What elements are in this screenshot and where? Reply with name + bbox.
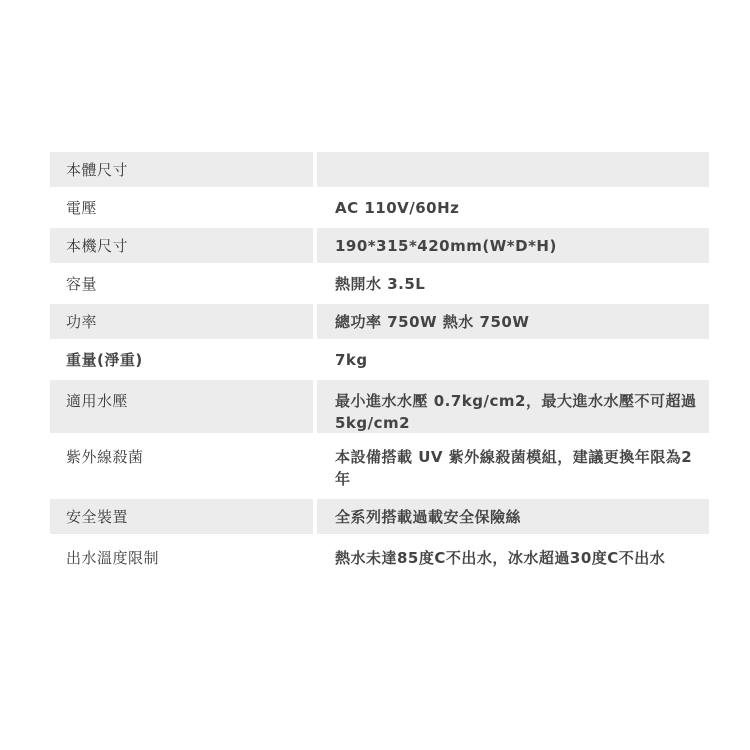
spec-row-uv-sterilization xyxy=(50,436,709,496)
spec-label: 本體尺寸 xyxy=(50,152,313,187)
spec-value: AC 110V/60Hz xyxy=(335,199,460,217)
spec-value: 總功率 750W 熱水 750W xyxy=(317,304,709,339)
spec-row-capacity xyxy=(50,266,709,301)
spec-value: 本設備搭載 UV 紫外線殺菌模組，建議更換年限為2年 xyxy=(335,448,693,488)
spec-row-temperature-limit xyxy=(50,537,709,590)
spec-label: 適用水壓 xyxy=(50,380,313,433)
spec-row-power xyxy=(50,304,709,339)
spec-label: 紫外線殺菌 xyxy=(66,448,144,466)
spec-value: 7kg xyxy=(335,351,368,369)
spec-value: 全系列搭載過載安全保險絲 xyxy=(317,499,709,534)
spec-label: 容量 xyxy=(66,275,98,293)
spec-row-safety-device xyxy=(50,499,709,534)
spec-label: 重量(淨重) xyxy=(66,351,143,369)
spec-row-voltage xyxy=(50,190,709,225)
spec-table xyxy=(50,152,709,593)
spec-row-dimensions xyxy=(50,228,709,263)
spec-value xyxy=(317,152,709,187)
spec-value: 190*315*420mm(W*D*H) xyxy=(317,228,709,263)
spec-value: 熱水未達85度C不出水，冰水超過30度C不出水 xyxy=(335,549,666,567)
spec-value: 最小進水水壓 0.7kg/cm2，最大進水水壓不可超過 5kg/cm2 xyxy=(317,380,709,433)
spec-row-body-size xyxy=(50,152,709,187)
spec-label: 出水溫度限制 xyxy=(66,549,160,567)
spec-label: 安全裝置 xyxy=(50,499,313,534)
spec-row-water-pressure xyxy=(50,380,709,433)
spec-value: 熱開水 3.5L xyxy=(335,275,426,293)
spec-label: 電壓 xyxy=(66,199,98,217)
spec-row-weight xyxy=(50,342,709,377)
spec-label: 本機尺寸 xyxy=(50,228,313,263)
spec-label: 功率 xyxy=(50,304,313,339)
